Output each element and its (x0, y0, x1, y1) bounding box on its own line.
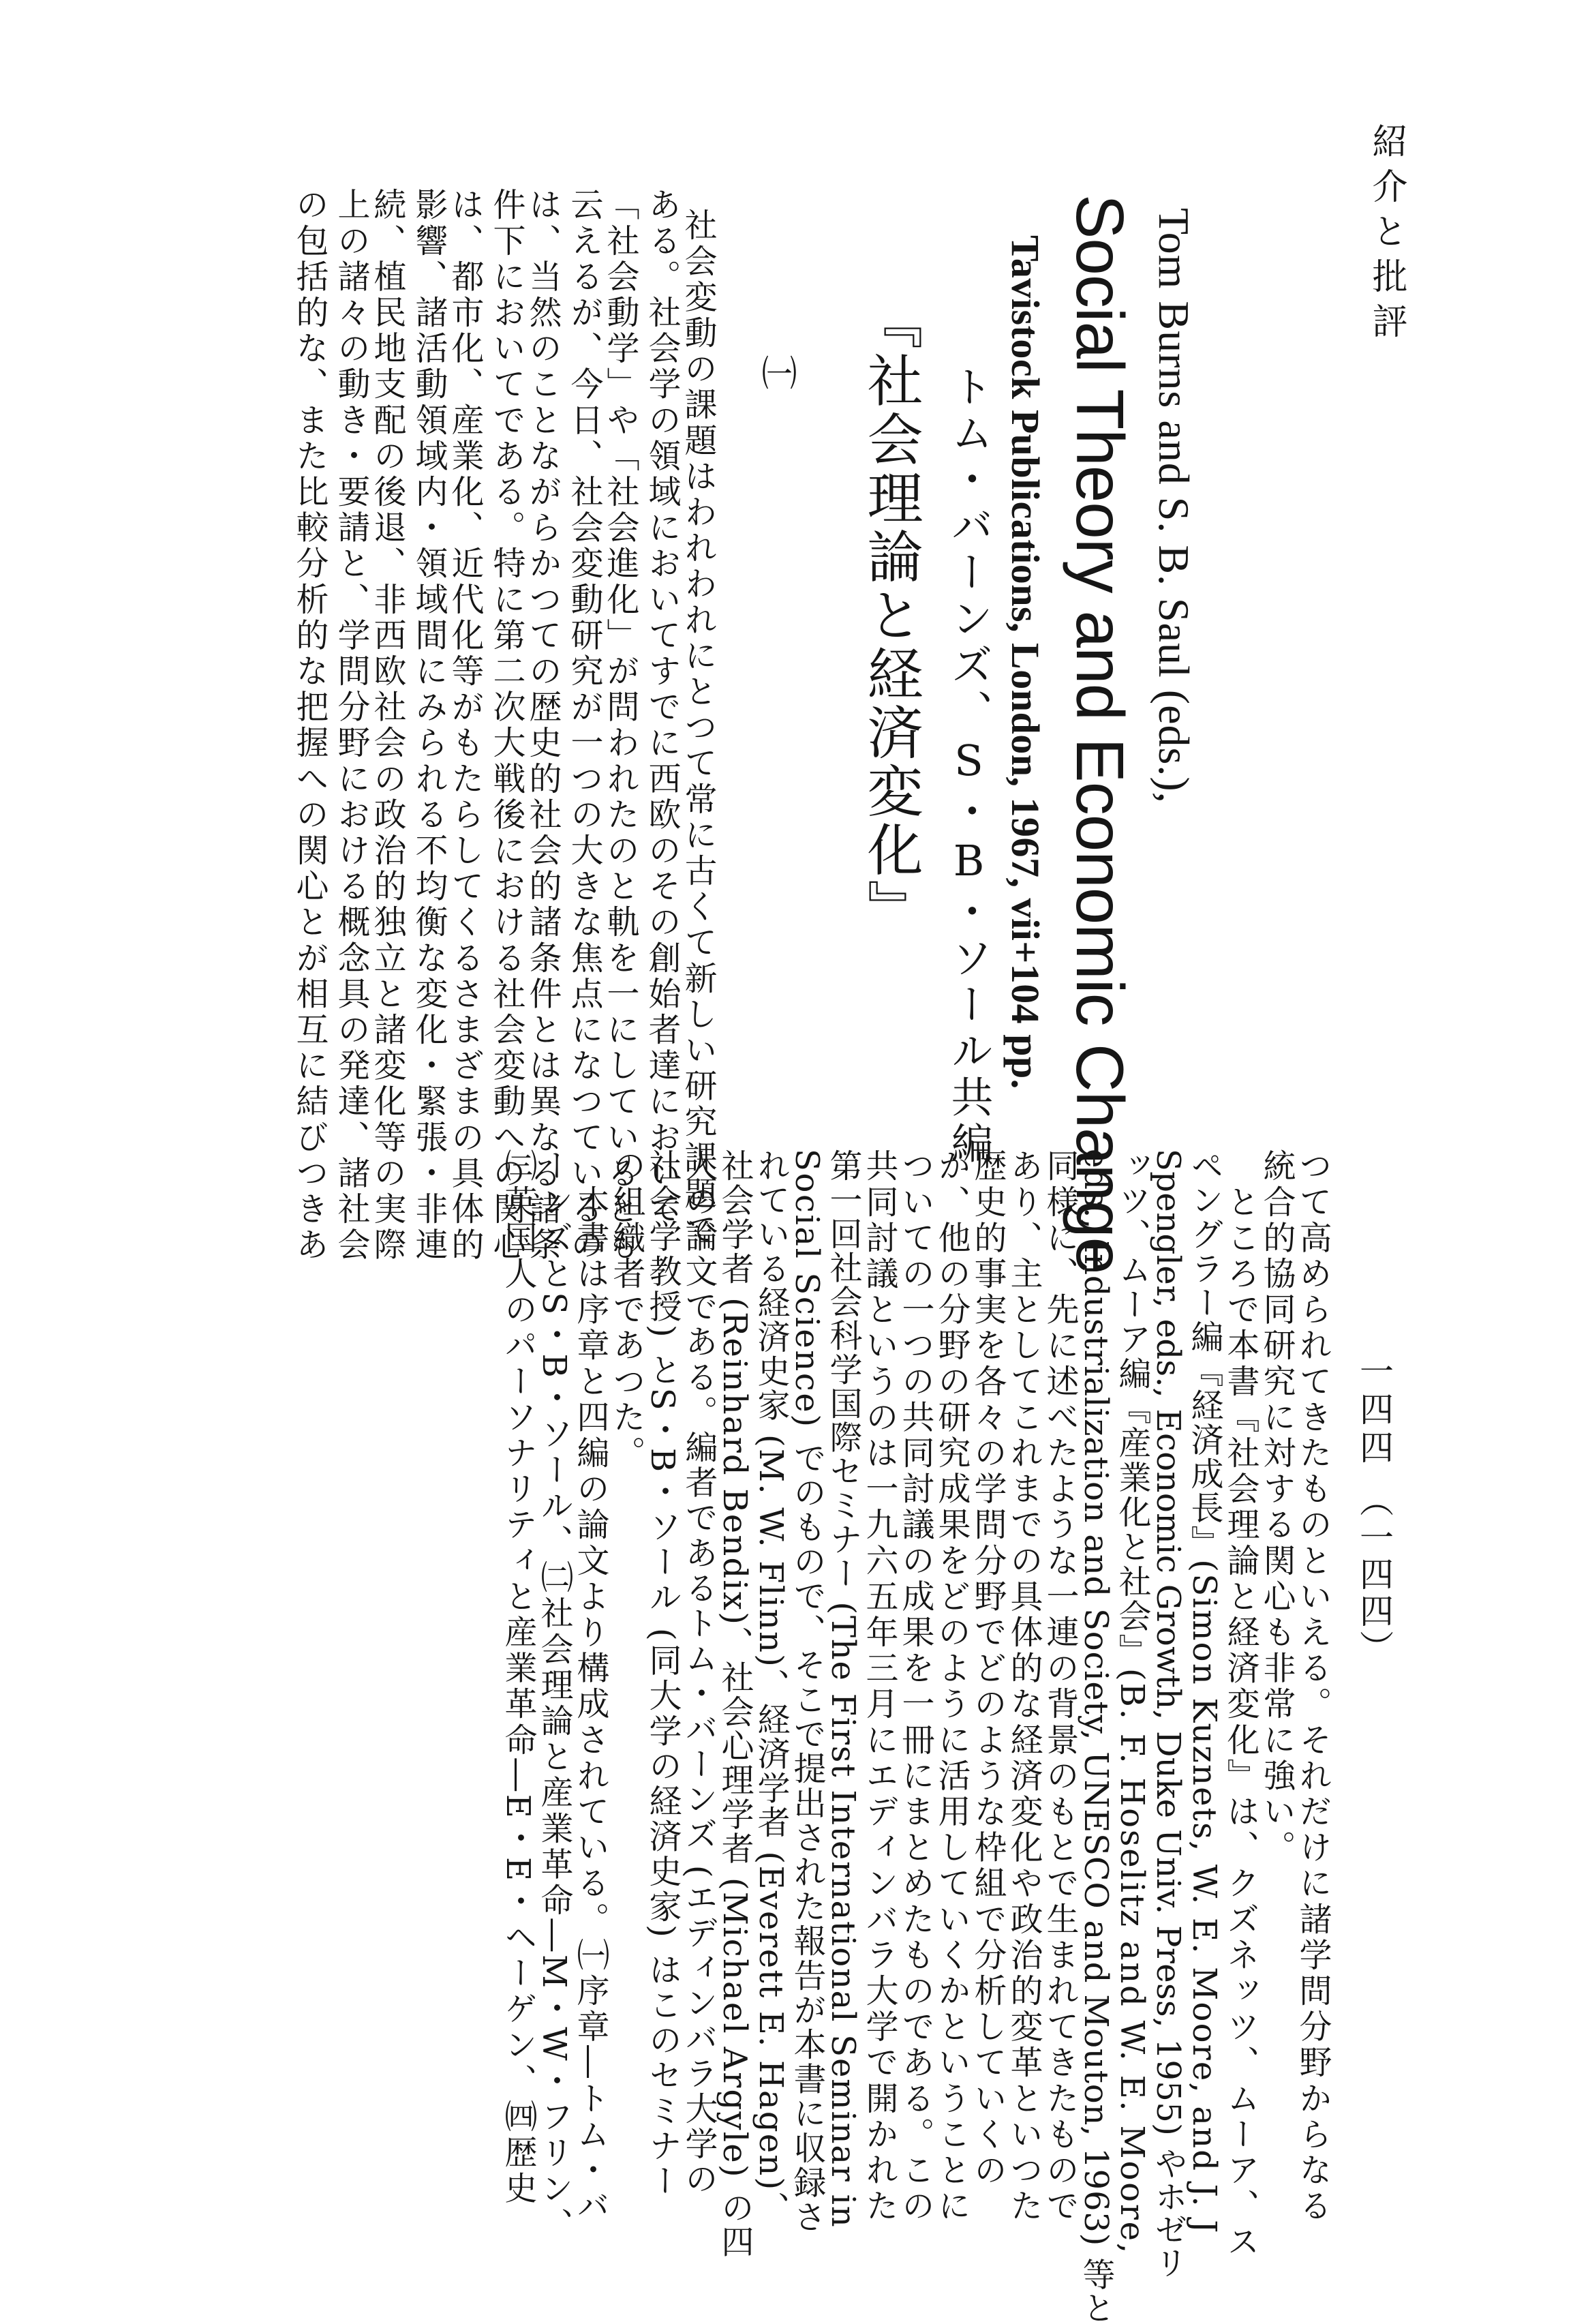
text-column: 云えるが、今日、社会変動研究が一つの大きな焦点になつているの (565, 187, 603, 1263)
text-column: Spengler, eds., Economic Growth, Duke Univ. Press, 1955) やホゼリ (1149, 1149, 1187, 2279)
text-column: ーンズとS・B・ソール、㈡社会理論と産業革命―M・W・フリン、 (535, 1149, 573, 2244)
section-marker: ㈠ (755, 354, 796, 390)
book-publication-details: Tavistock Publications, London, 1967, vii+104 pp. (1003, 235, 1048, 1089)
text-column: は、当然のことながらかつての歴史的社会的諸条件とは異なる諸条 (523, 187, 562, 1263)
text-column: 同様に、先に述べたような一連の背景のもとで生まれてきたもので (1041, 1149, 1079, 2224)
text-column: 第一回社会科学国際セミナー (The First International Seminar in (824, 1149, 862, 2229)
text-column: ところで本書『社会理論と経済変化』は、クズネッツ、ムーア、ス (1221, 1149, 1259, 2261)
book-authors-english: Tom Burns and S. B. Saul (eds.), (1150, 208, 1198, 804)
text-column: ついての一つの共同討議の成果を一冊にまとめたものである。この (896, 1149, 934, 2224)
text-column: 社会学者 (Reinhard Bendix)、社会心理学者 (Michael Argyle) の四 (716, 1149, 754, 2259)
text-column: 人の論文である。編者であるトム・バーンズ (エディンバラ大学の (680, 1149, 718, 2197)
text-column: 件下においてである。特に第二次大戦後における社会変動への関心 (487, 187, 525, 1263)
book-title-japanese: 『社会理論と経済変化』 (858, 293, 923, 938)
text-column: 「社会動学」や「社会進化」が問われたのと軌を一にしているとも (601, 187, 639, 1263)
text-column: 本書は序章と四編の論文より構成されている。㈠序章―トム・バ (571, 1149, 609, 2224)
book-title-english: Social Theory and Economic Change (1063, 194, 1137, 1274)
text-column: 社会学教授) とS・B・ソール (同大学の経済史家) はこのセミナー (643, 1149, 682, 2199)
book-authors-japanese: トム・バーンズ、S・B・ソール共編 (944, 365, 994, 1168)
text-column: つて高められてきたものといえる。それだけに諸学問分野からなる (1294, 1149, 1332, 2224)
text-column: Social Science) でのもので、そこで提出された報告が本書に収録さ (788, 1149, 826, 2235)
text-column: の包括的な、また比較分析的な把握への関心とが相互に結びつきあ (290, 187, 329, 1263)
text-column: ㈢英国人のパーソナリティと産業革命―E・E・ヘーゲン、㈣歴史 (499, 1149, 537, 2207)
text-column: ッツ、ムーア編『産業化と社会』(B. F. Hoselitz and W. E. Moore, (1113, 1149, 1151, 2255)
text-column: 続、植民地支配の後退、非西欧社会の政治的独立と諸変化等の実際 (368, 187, 406, 1263)
text-column: 上の諸々の動き・要請と、学問分野における概念具の発達、諸社会 (332, 187, 370, 1263)
text-column: 共同討議というのは一九六五年三月にエディンバラ大学で開かれた (860, 1149, 898, 2224)
text-column: は、都市化、産業化、近代化等がもたらしてくるさまざまの具体的 (446, 187, 484, 1263)
text-column: 社会変動の課題はわれわれにとつて常に古くて新しい研究課題で (679, 208, 717, 1248)
text-column: ペングラー編『経済成長』(Simon Kuznets, W. E. Moore, and J. J (1185, 1149, 1223, 2235)
text-column: あり、主としてこれまでの具体的な経済変化や政治的変革といつた (1005, 1149, 1043, 2224)
text-column: eds., Industrialization and Society, UNESCO and Mouton, 1963) 等と (1077, 1149, 1115, 2324)
text-column: れている経済史家 (M. W. Flinn)、経済学者 (Everett E. Hagen)、 (752, 1149, 790, 2226)
text-column: ある。社会学の領域においてすでに西欧のその創始者達において (643, 187, 681, 1228)
text-column: 歴史的事実を各々の学問分野でどのような枠組で分析していくの (968, 1149, 1007, 2189)
text-column: か、他の分野の研究成果をどのように活用していくかということに (932, 1149, 971, 2224)
page-number: 一四四 (1354, 1353, 1394, 1468)
page-number-parenthetical: （一四四） (1354, 1483, 1394, 1667)
text-column: 影響、諸活動領域内・領域間にみられる不均衡な変化・緊張・非連 (410, 187, 448, 1263)
section-label: 紹介と批評 (1366, 123, 1407, 348)
text-column: 統合的協同研究に対する関心も非常に強い。 (1257, 1149, 1296, 1866)
text-column: の組織者であつた。 (607, 1149, 645, 1472)
